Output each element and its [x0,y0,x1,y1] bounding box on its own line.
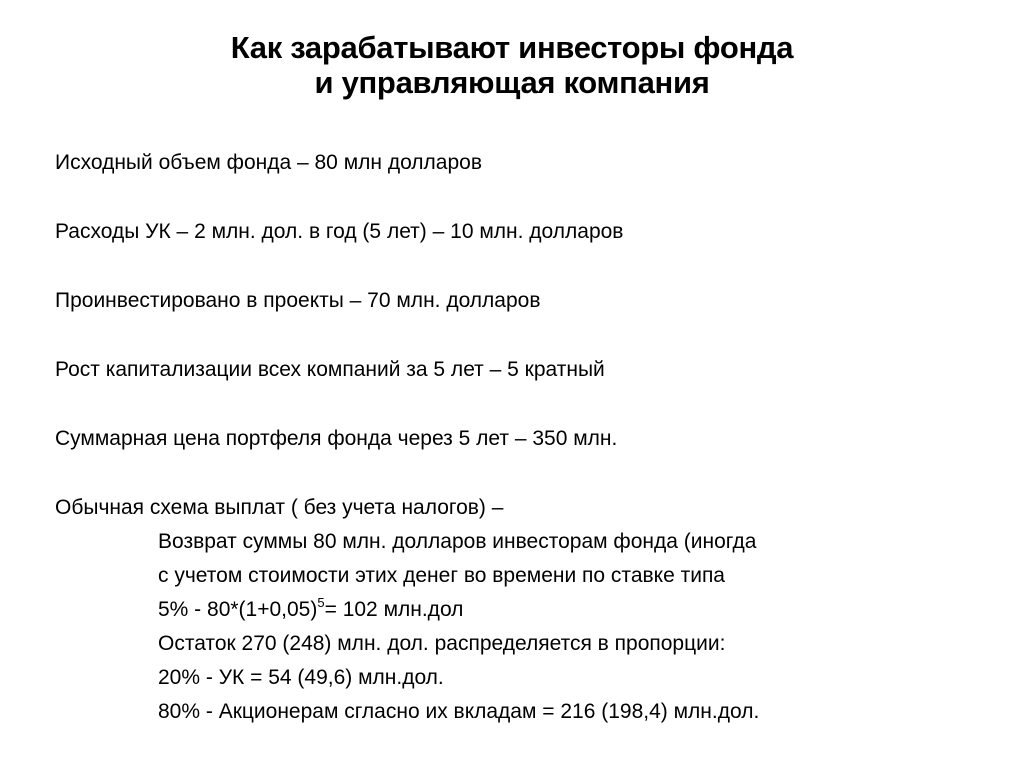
formula-exponent: 5 [317,595,325,610]
payout-line-remainder: Остаток 270 (248) млн. дол. распределяется в пропорции: [158,632,726,655]
formula-text: 5% - 80*(1+0,05) [158,598,318,621]
payout-line-time-value: с учетом стоимости этих денег во времени по ставке типа [158,564,725,587]
formula-result: = 102 млн.дол [324,598,464,621]
payout-line-management-share: 20% - УК = 54 (49,6) млн.дол. [158,666,444,689]
payout-line-formula [158,593,985,627]
fund-initial-volume: Исходный объем фонда – 80 млн долларов [55,151,482,174]
payout-scheme-heading: Обычная схема выплат ( без учета налогов) – [55,496,504,519]
slide-body [55,146,985,729]
slide-title-line-1: Как зарабатывают инвесторы фонда [230,30,794,65]
payout-line-shareholders-share: 80% - Акционерам сгласно их вкладам = 216 (198,4) млн.дол. [158,700,760,723]
portfolio-total-value: Суммарная цена портфеля фонда через 5 лет – 350 млн. [55,427,618,450]
slide-title [0,30,1024,100]
slide-title-line-2: и управляющая компания [314,65,710,100]
management-company-expenses: Расходы УК – 2 млн. дол. в год (5 лет) – 10 млн. долларов [55,220,624,243]
capitalization-growth: Рост капитализации всех компаний за 5 лет – 5 кратный [55,358,605,381]
invested-in-projects: Проинвестировано в проекты – 70 млн. долларов [55,289,541,312]
payout-scheme-details [55,525,985,729]
payout-line-return: Возврат суммы 80 млн. долларов инвесторам фонда (иногда [158,530,757,553]
